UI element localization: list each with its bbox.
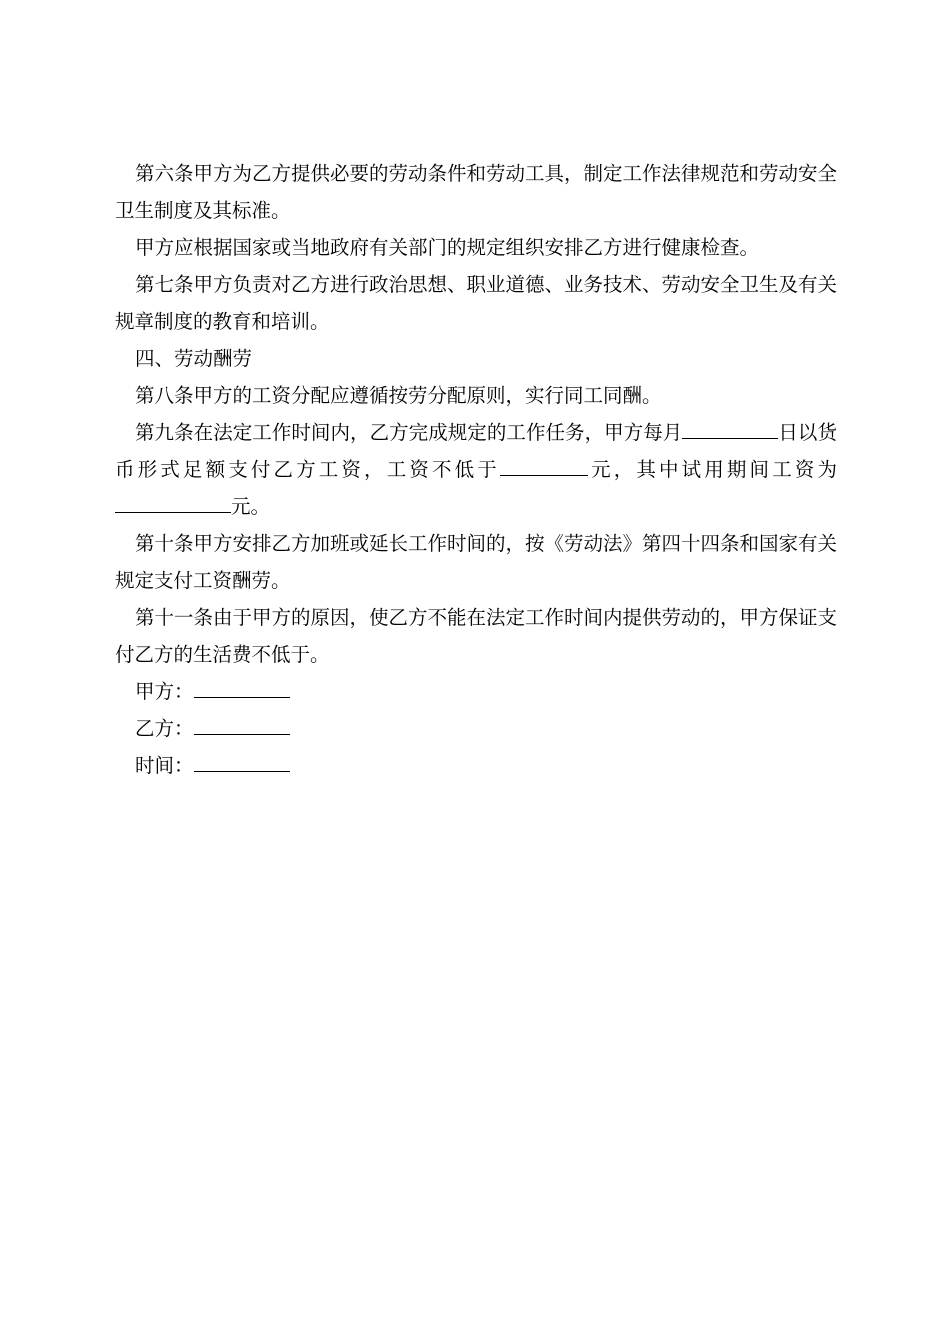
party-b-blank[interactable]: [194, 712, 290, 735]
article-9-text-2: 日以货币形式足额支付乙方工资，工资不低于: [115, 421, 837, 481]
time-label: 时间：: [135, 754, 194, 777]
article-10-paragraph: 第十条甲方安排乙方加班或延长工作时间的，按《劳动法》第四十四条和国家有关规定支付工资酬劳。: [115, 532, 838, 592]
party-a-blank[interactable]: [194, 675, 290, 698]
article-7-paragraph: 第七条甲方负责对乙方进行政治思想、职业道德、业务技术、劳动安全卫生及有关规章制度的教育和培训。: [115, 273, 838, 333]
minimum-wage-blank[interactable]: [500, 453, 588, 476]
signature-party-a: [115, 673, 837, 710]
article-9-text-4: 元。: [231, 495, 271, 518]
document-page: [115, 155, 837, 784]
article-6-paragraph-2: 甲方应根据国家或当地政府有关部门的规定组织安排乙方进行健康检查。: [135, 236, 760, 259]
signature-party-b: [115, 710, 837, 747]
section-4-heading: 四、劳动酬劳: [135, 347, 253, 370]
article-11-paragraph: 第十一条由于甲方的原因，使乙方不能在法定工作时间内提供劳动的，甲方保证支付乙方的生活费不低于。: [115, 606, 838, 666]
time-blank[interactable]: [194, 749, 290, 772]
article-8-paragraph: 第八条甲方的工资分配应遵循按劳分配原则，实行同工同酬。: [135, 384, 662, 407]
party-b-label: 乙方：: [135, 717, 194, 740]
article-9-paragraph: [115, 414, 837, 525]
article-6-paragraph-1: 第六条甲方为乙方提供必要的劳动条件和劳动工具，制定工作法律规范和劳动安全卫生制度及其标准。: [115, 162, 838, 222]
probation-wage-blank-1[interactable]: [115, 490, 211, 513]
signature-time: [115, 747, 837, 784]
pay-day-blank[interactable]: [682, 416, 778, 439]
probation-wage-blank-2[interactable]: [211, 490, 231, 513]
article-9-text-1: 第九条在法定工作时间内，乙方完成规定的工作任务，甲方每月: [135, 421, 683, 444]
article-9-text-3: 元，其中试用期间工资为: [587, 458, 837, 481]
party-a-label: 甲方：: [135, 680, 194, 703]
